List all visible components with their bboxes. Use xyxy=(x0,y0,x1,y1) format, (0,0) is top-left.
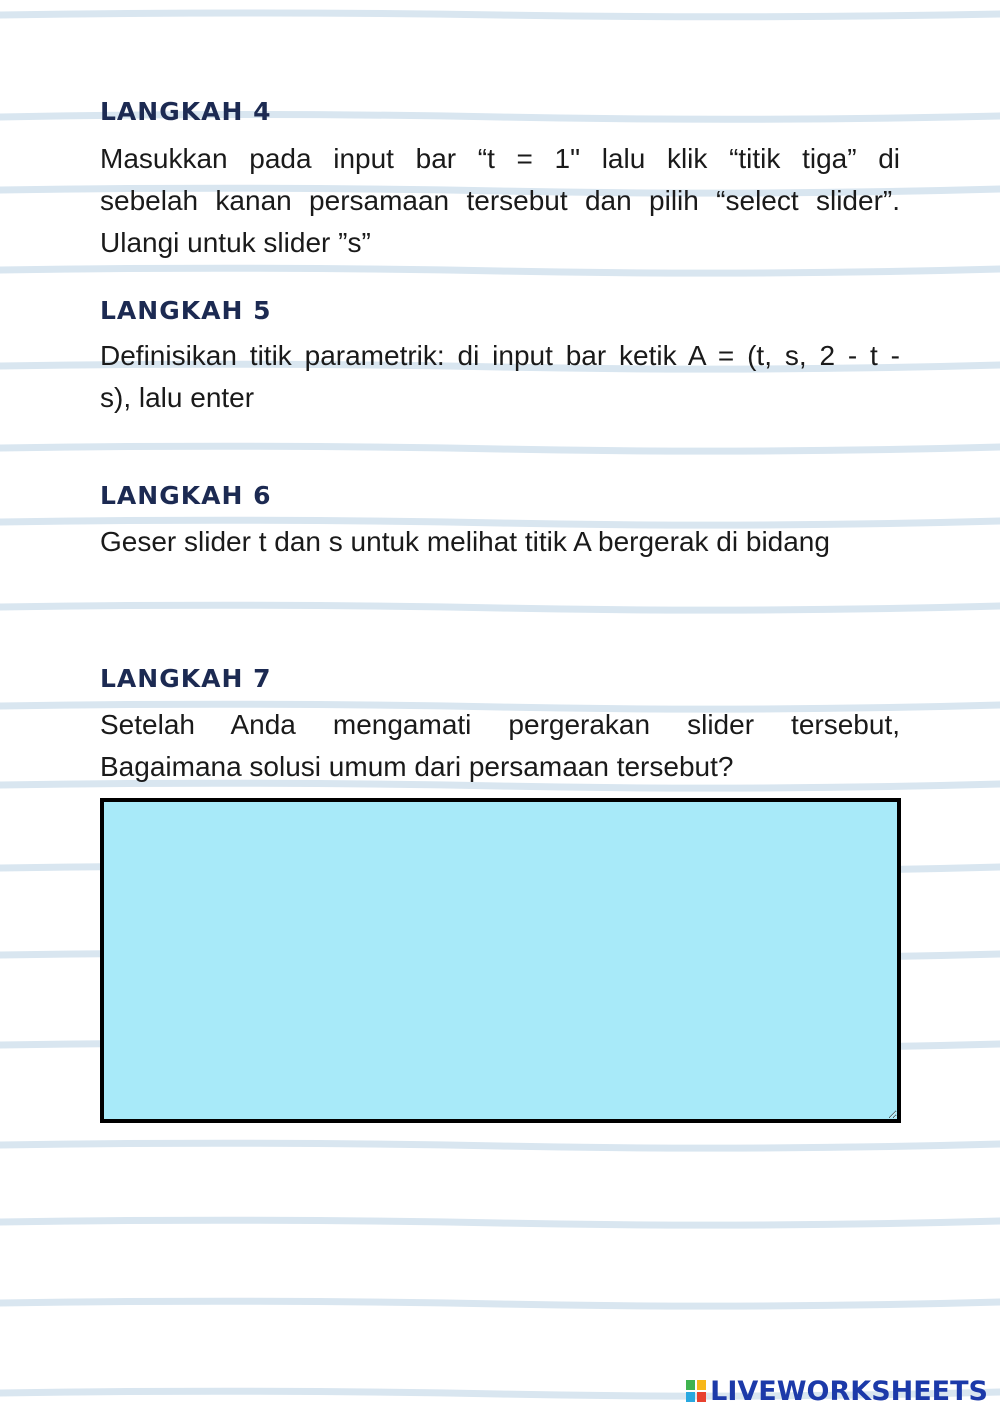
step-4-line-1: Masukkan pada input bar “t = 1" lalu klik “titik tiga” di xyxy=(100,143,900,174)
step-5-line-1: Definisikan titik parametrik: di input bar ketik A = (t, s, 2 - t - xyxy=(100,340,900,371)
step-5-line-2: s), lalu enter xyxy=(100,382,255,413)
step-4-text xyxy=(100,138,900,264)
liveworksheets-logo xyxy=(686,1374,988,1408)
step-7-text xyxy=(100,704,900,788)
step-6-heading: LANGKAH 6 xyxy=(100,481,272,510)
step-6-text xyxy=(100,521,900,563)
step-7-line-2: Bagaimana solusi umum dari persamaan tersebut? xyxy=(100,751,734,782)
step-5-text xyxy=(100,335,900,419)
answer-input-box[interactable] xyxy=(100,798,901,1123)
liveworksheets-grid-icon xyxy=(686,1380,706,1402)
step-7-heading: LANGKAH 7 xyxy=(100,664,272,693)
brand-name: LIVEWORKSHEETS xyxy=(710,1375,988,1407)
step-4-line-3: Ulangi untuk slider ”s” xyxy=(100,227,371,258)
step-4-heading: LANGKAH 4 xyxy=(100,97,272,126)
step-5-heading: LANGKAH 5 xyxy=(100,296,272,325)
step-4-line-2: sebelah kanan persamaan tersebut dan pilih “select slider”. xyxy=(100,185,900,216)
step-6-line-1: Geser slider t dan s untuk melihat titik A bergerak di bidang xyxy=(100,526,830,557)
step-7-line-1: Setelah Anda mengamati pergerakan slider tersebut, xyxy=(100,709,900,740)
